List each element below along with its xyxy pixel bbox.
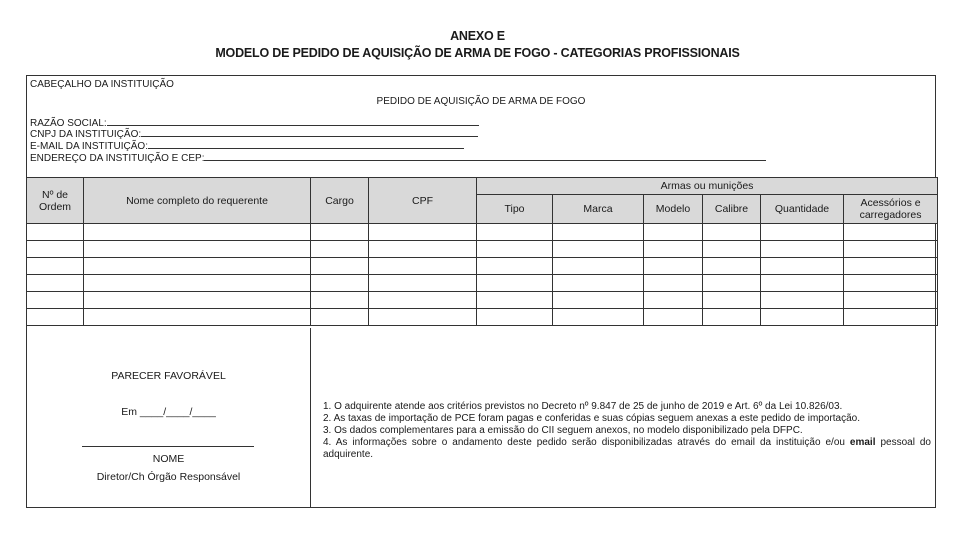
annex-title: ANEXO E: [450, 29, 505, 43]
table-row[interactable]: [27, 258, 938, 275]
date-field[interactable]: Em ____/____/____: [121, 406, 216, 418]
document-title: MODELO DE PEDIDO DE AQUISIÇÃO DE ARMA DE FOGO - CATEGORIAS PROFISSIONAIS: [215, 46, 740, 60]
col-header-marca: Marca: [553, 195, 644, 224]
col-header-cargo: Cargo: [311, 178, 369, 224]
table-row[interactable]: [27, 241, 938, 258]
col-header-quantidade: Quantidade: [761, 195, 844, 224]
note-1: 1. O adquirente atende aos critérios previstos no Decreto nº 9.847 de 25 de junho de 2019 e Art. 6º da Lei 10.826/03.: [323, 401, 843, 412]
institution-header-label: CABEÇALHO DA INSTITUIÇÃO: [30, 79, 174, 90]
col-group-armas: Armas ou munições: [477, 178, 938, 195]
col-header-cpf: CPF: [369, 178, 477, 224]
table-row[interactable]: [27, 292, 938, 309]
signature-line: [82, 446, 254, 447]
notes-block: [323, 401, 931, 461]
note-4: [323, 437, 931, 461]
request-table: [26, 177, 938, 326]
endereco-field[interactable]: [30, 151, 766, 164]
endereco-line: [204, 151, 766, 161]
note-4-text-end: pessoal do adquirente.: [323, 437, 931, 460]
parecer-label: PARECER FAVORÁVEL: [111, 370, 226, 382]
razao-social-label: RAZÃO SOCIAL:: [30, 118, 107, 129]
note-3: 3. Os dados complementares para a emissão do CII seguem anexos, no modelo disponibilizado pela DFPC.: [323, 425, 803, 436]
endereco-label: ENDEREÇO DA INSTITUIÇÃO E CEP:: [30, 153, 205, 164]
table-row[interactable]: [27, 275, 938, 292]
note-4-email-bold: email: [849, 437, 876, 448]
note-2: 2. As taxas de importação de PCE foram pagas e conferidas e suas cópias seguem anexas a este pedido de importação.: [323, 413, 860, 424]
request-title: PEDIDO DE AQUISIÇÃO DE ARMA DE FOGO: [376, 96, 586, 107]
col-header-calibre: Calibre: [703, 195, 761, 224]
col-header-tipo: Tipo: [477, 195, 553, 224]
col-header-nome: Nome completo do requerente: [84, 178, 311, 224]
table-row[interactable]: [27, 224, 938, 241]
cnpj-label: CNPJ DA INSTITUIÇÃO:: [30, 129, 142, 140]
col-header-ordem: Nº de Ordem: [27, 178, 84, 224]
col-header-modelo: Modelo: [644, 195, 703, 224]
note-4-text: 4. As informações sobre o andamento deste pedido serão disponibilizadas através do email da instituição e/ou: [323, 437, 850, 448]
cnpj-line: [141, 127, 478, 137]
email-line: [148, 139, 464, 149]
signer-role-label: Diretor/Ch Órgão Responsável: [96, 471, 241, 483]
email-label: E-MAIL DA INSTITUIÇÃO:: [30, 141, 148, 152]
col-header-acessorios: Acessórios e carregadores: [844, 195, 938, 224]
razao-social-line: [107, 116, 479, 126]
signer-name-label: NOME: [152, 453, 185, 465]
table-row[interactable]: [27, 309, 938, 326]
